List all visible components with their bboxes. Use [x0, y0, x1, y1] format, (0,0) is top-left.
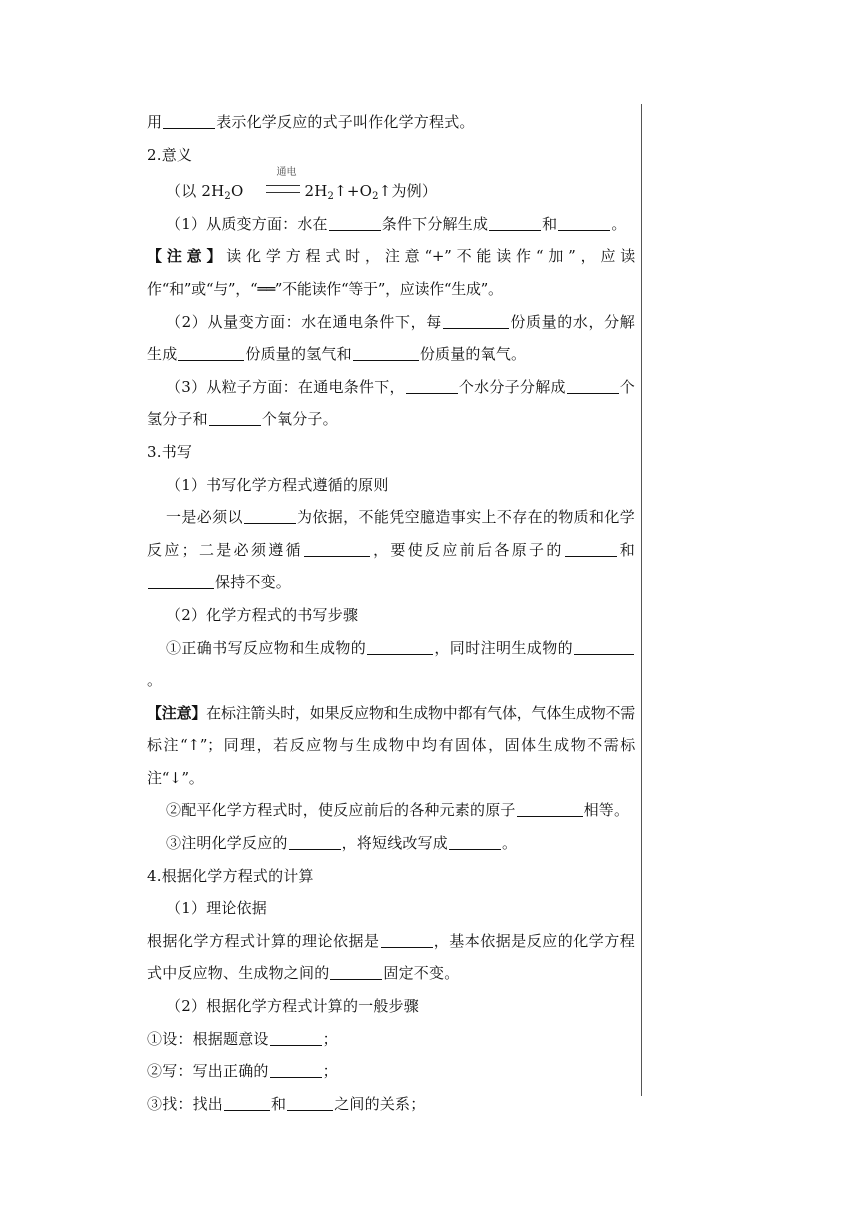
answer-blank[interactable]: [270, 1030, 322, 1046]
calc-step-3: ③找：找出 和 之间的关系；: [147, 1094, 426, 1113]
answer-blank[interactable]: [178, 345, 244, 361]
calc-steps-title: （2）根据化学方程式计算的一般步骤: [166, 997, 419, 1016]
answer-blank[interactable]: [209, 410, 261, 426]
step-1: ①正确书写反应物和生成物的 ，同时注明生成物的。: [147, 632, 635, 697]
calc-basis: 根据化学方程式计算的理论依据是 ，基本依据是反应的化学方程式中反应物、生成物之间的 固定不变。: [147, 931, 635, 983]
section-heading-4: 4.根据化学方程式的计算: [147, 866, 314, 885]
calc-step-2: ②写：写出正确的 ；: [147, 1062, 338, 1081]
definition-line: 用 表示化学反应的式子叫作化学方程式。: [147, 113, 475, 131]
section-heading-2: 2.意义: [147, 145, 193, 164]
margin-rule: [641, 104, 642, 1096]
meaning-particle: （3）从粒子方面：在通电条件下， 个水分子分解成 个氢分子和 个氧分子。: [147, 377, 636, 429]
answer-blank[interactable]: [406, 378, 458, 394]
answer-blank[interactable]: [489, 215, 541, 231]
answer-blank[interactable]: [565, 541, 617, 557]
answer-blank[interactable]: [289, 834, 341, 850]
section-heading-3: 3.书写: [147, 442, 193, 461]
answer-blank[interactable]: [574, 639, 634, 655]
calc-basis-title: （1）理论依据: [166, 899, 267, 918]
answer-blank[interactable]: [287, 1095, 333, 1111]
calc-step-1: ①设：根据题意设 ；: [147, 1029, 338, 1048]
answer-blank[interactable]: [330, 964, 382, 980]
answer-blank[interactable]: [353, 345, 419, 361]
answer-blank[interactable]: [163, 113, 215, 129]
meaning-quantitative: （2）从量变方面：水在通电条件下，每 份质量的水，分解生成 份质量的氢气和 份质量的氧气。: [147, 312, 635, 364]
answer-blank[interactable]: [224, 1095, 270, 1111]
answer-blank[interactable]: [244, 508, 296, 524]
answer-blank[interactable]: [148, 573, 214, 589]
document-body: [147, 106, 635, 1120]
step-3: ③注明化学反应的 ，将短线改写成 。: [166, 834, 518, 853]
meaning-qualitative: （1）从质变方面：水在 条件下分解生成 和 。: [166, 214, 627, 233]
answer-blank[interactable]: [558, 215, 610, 231]
writing-principles: 一是必须以 为依据，不能凭空臆造事实上不存在的物质和化学反应；二是必须遵循 ，要使反应前后各原子的 和保持不变。: [147, 508, 635, 592]
answer-blank[interactable]: [517, 801, 583, 817]
writing-steps-title: （2）化学方程式的书写步骤: [166, 605, 359, 624]
step-2: ②配平化学方程式时，使反应前后的各种元素的原子 相等。: [166, 801, 630, 820]
note-arrows: 【注意】在标注箭头时，如果反应物和生成物中都有气体，气体生成物不需标注“↑”；同理，若反应物与生成物中均有固体，固体生成物不需标注“↓”。: [147, 703, 635, 787]
writing-principles-title: （1）书写化学方程式遵循的原则: [166, 475, 389, 494]
answer-blank[interactable]: [329, 215, 381, 231]
answer-blank[interactable]: [367, 639, 433, 655]
answer-blank[interactable]: [443, 313, 509, 329]
answer-blank[interactable]: [449, 834, 501, 850]
answer-blank[interactable]: [567, 378, 619, 394]
answer-blank[interactable]: [270, 1062, 322, 1078]
note-reading: 【注意】读化学方程式时，注意“+”不能读作“加”，应读作“和”或“与”，“══”不能读作“等于”，应读作“生成”。: [147, 247, 635, 298]
reaction-condition: 通电: [276, 167, 297, 179]
answer-blank[interactable]: [381, 932, 433, 948]
equation-line: （以 $2H_2O$ 通电 $2H_2↑+O_2↑$为例）: [147, 175, 635, 208]
answer-blank[interactable]: [304, 541, 370, 557]
